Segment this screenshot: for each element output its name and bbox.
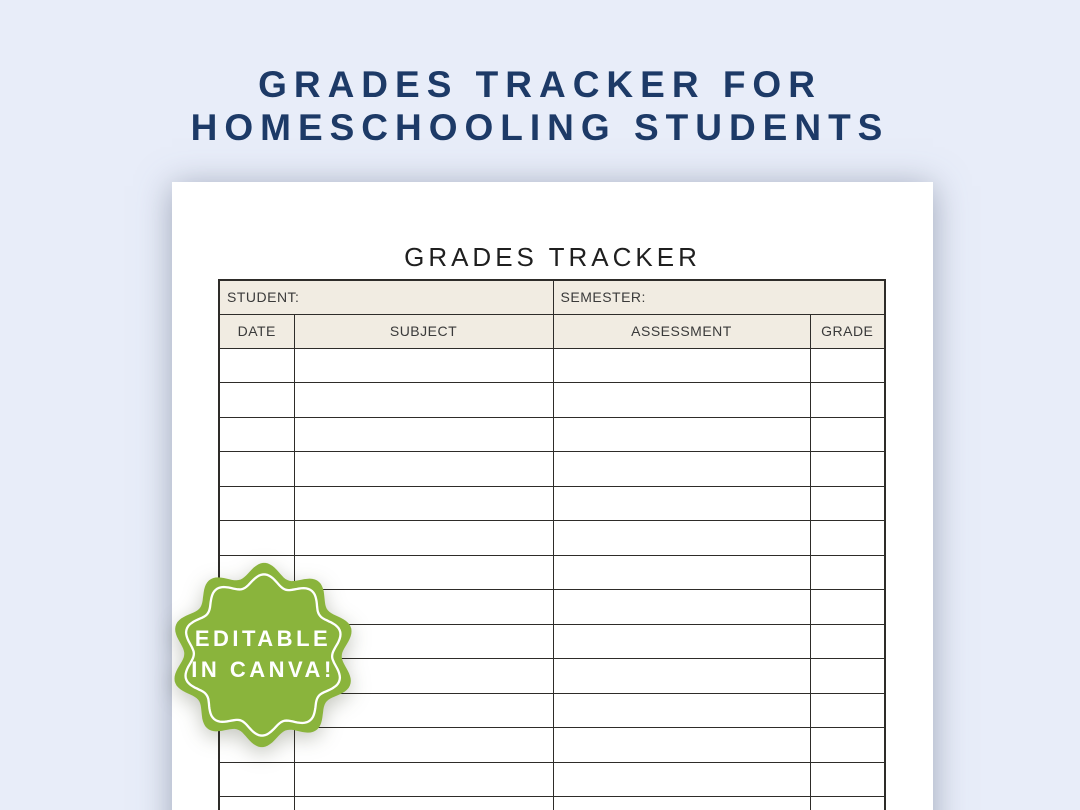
- badge-text-line2: IN CANVA!: [191, 656, 335, 682]
- column-header-row: [219, 314, 885, 348]
- empty-cell: [553, 624, 810, 659]
- empty-cell: [810, 555, 885, 590]
- empty-cell: [553, 797, 810, 810]
- page-title-line2: HOMESCHOOLING STUDENTS: [190, 107, 890, 148]
- empty-cell: [553, 590, 810, 625]
- empty-cell: [810, 383, 885, 418]
- page-title: [0, 63, 1080, 149]
- column-header-subject: SUBJECT: [294, 314, 553, 348]
- empty-cell: [810, 762, 885, 797]
- empty-cell: [294, 797, 553, 810]
- semester-field: SEMESTER:: [553, 280, 885, 314]
- table-row: [219, 762, 885, 797]
- empty-cell: [294, 348, 553, 383]
- empty-cell: [219, 348, 294, 383]
- empty-cell: [810, 590, 885, 625]
- empty-cell: [219, 452, 294, 487]
- empty-cell: [810, 521, 885, 556]
- empty-cell: [553, 659, 810, 694]
- empty-cell: [553, 728, 810, 763]
- empty-cell: [219, 417, 294, 452]
- table-row: [219, 348, 885, 383]
- column-header-assessment: ASSESSMENT: [553, 314, 810, 348]
- empty-cell: [810, 348, 885, 383]
- info-row: [219, 280, 885, 314]
- empty-cell: [810, 486, 885, 521]
- empty-cell: [294, 521, 553, 556]
- page-title-line1: GRADES TRACKER FOR: [258, 64, 822, 105]
- worksheet-title: GRADES TRACKER: [404, 242, 701, 272]
- empty-cell: [810, 728, 885, 763]
- empty-cell: [553, 417, 810, 452]
- empty-cell: [294, 383, 553, 418]
- empty-cell: [553, 348, 810, 383]
- empty-cell: [810, 624, 885, 659]
- empty-cell: [810, 797, 885, 810]
- empty-cell: [553, 555, 810, 590]
- table-row: [219, 417, 885, 452]
- editable-canva-badge: [167, 559, 359, 751]
- table-row: [219, 486, 885, 521]
- empty-cell: [219, 521, 294, 556]
- empty-cell: [219, 797, 294, 810]
- empty-cell: [294, 762, 553, 797]
- empty-cell: [219, 762, 294, 797]
- empty-cell: [810, 693, 885, 728]
- empty-cell: [553, 383, 810, 418]
- empty-cell: [294, 452, 553, 487]
- empty-cell: [810, 417, 885, 452]
- empty-cell: [219, 486, 294, 521]
- empty-cell: [553, 452, 810, 487]
- empty-cell: [810, 659, 885, 694]
- table-row: [219, 797, 885, 810]
- empty-cell: [219, 383, 294, 418]
- table-row: [219, 452, 885, 487]
- column-header-date: DATE: [219, 314, 294, 348]
- column-header-grade: GRADE: [810, 314, 885, 348]
- empty-cell: [553, 486, 810, 521]
- badge-text-line1: EDITABLE: [194, 625, 332, 651]
- empty-cell: [553, 521, 810, 556]
- student-field: STUDENT:: [219, 280, 553, 314]
- badge-text: [167, 559, 359, 751]
- empty-cell: [294, 417, 553, 452]
- table-row: [219, 521, 885, 556]
- empty-cell: [553, 693, 810, 728]
- empty-cell: [810, 452, 885, 487]
- empty-cell: [294, 486, 553, 521]
- table-row: [219, 383, 885, 418]
- empty-cell: [553, 762, 810, 797]
